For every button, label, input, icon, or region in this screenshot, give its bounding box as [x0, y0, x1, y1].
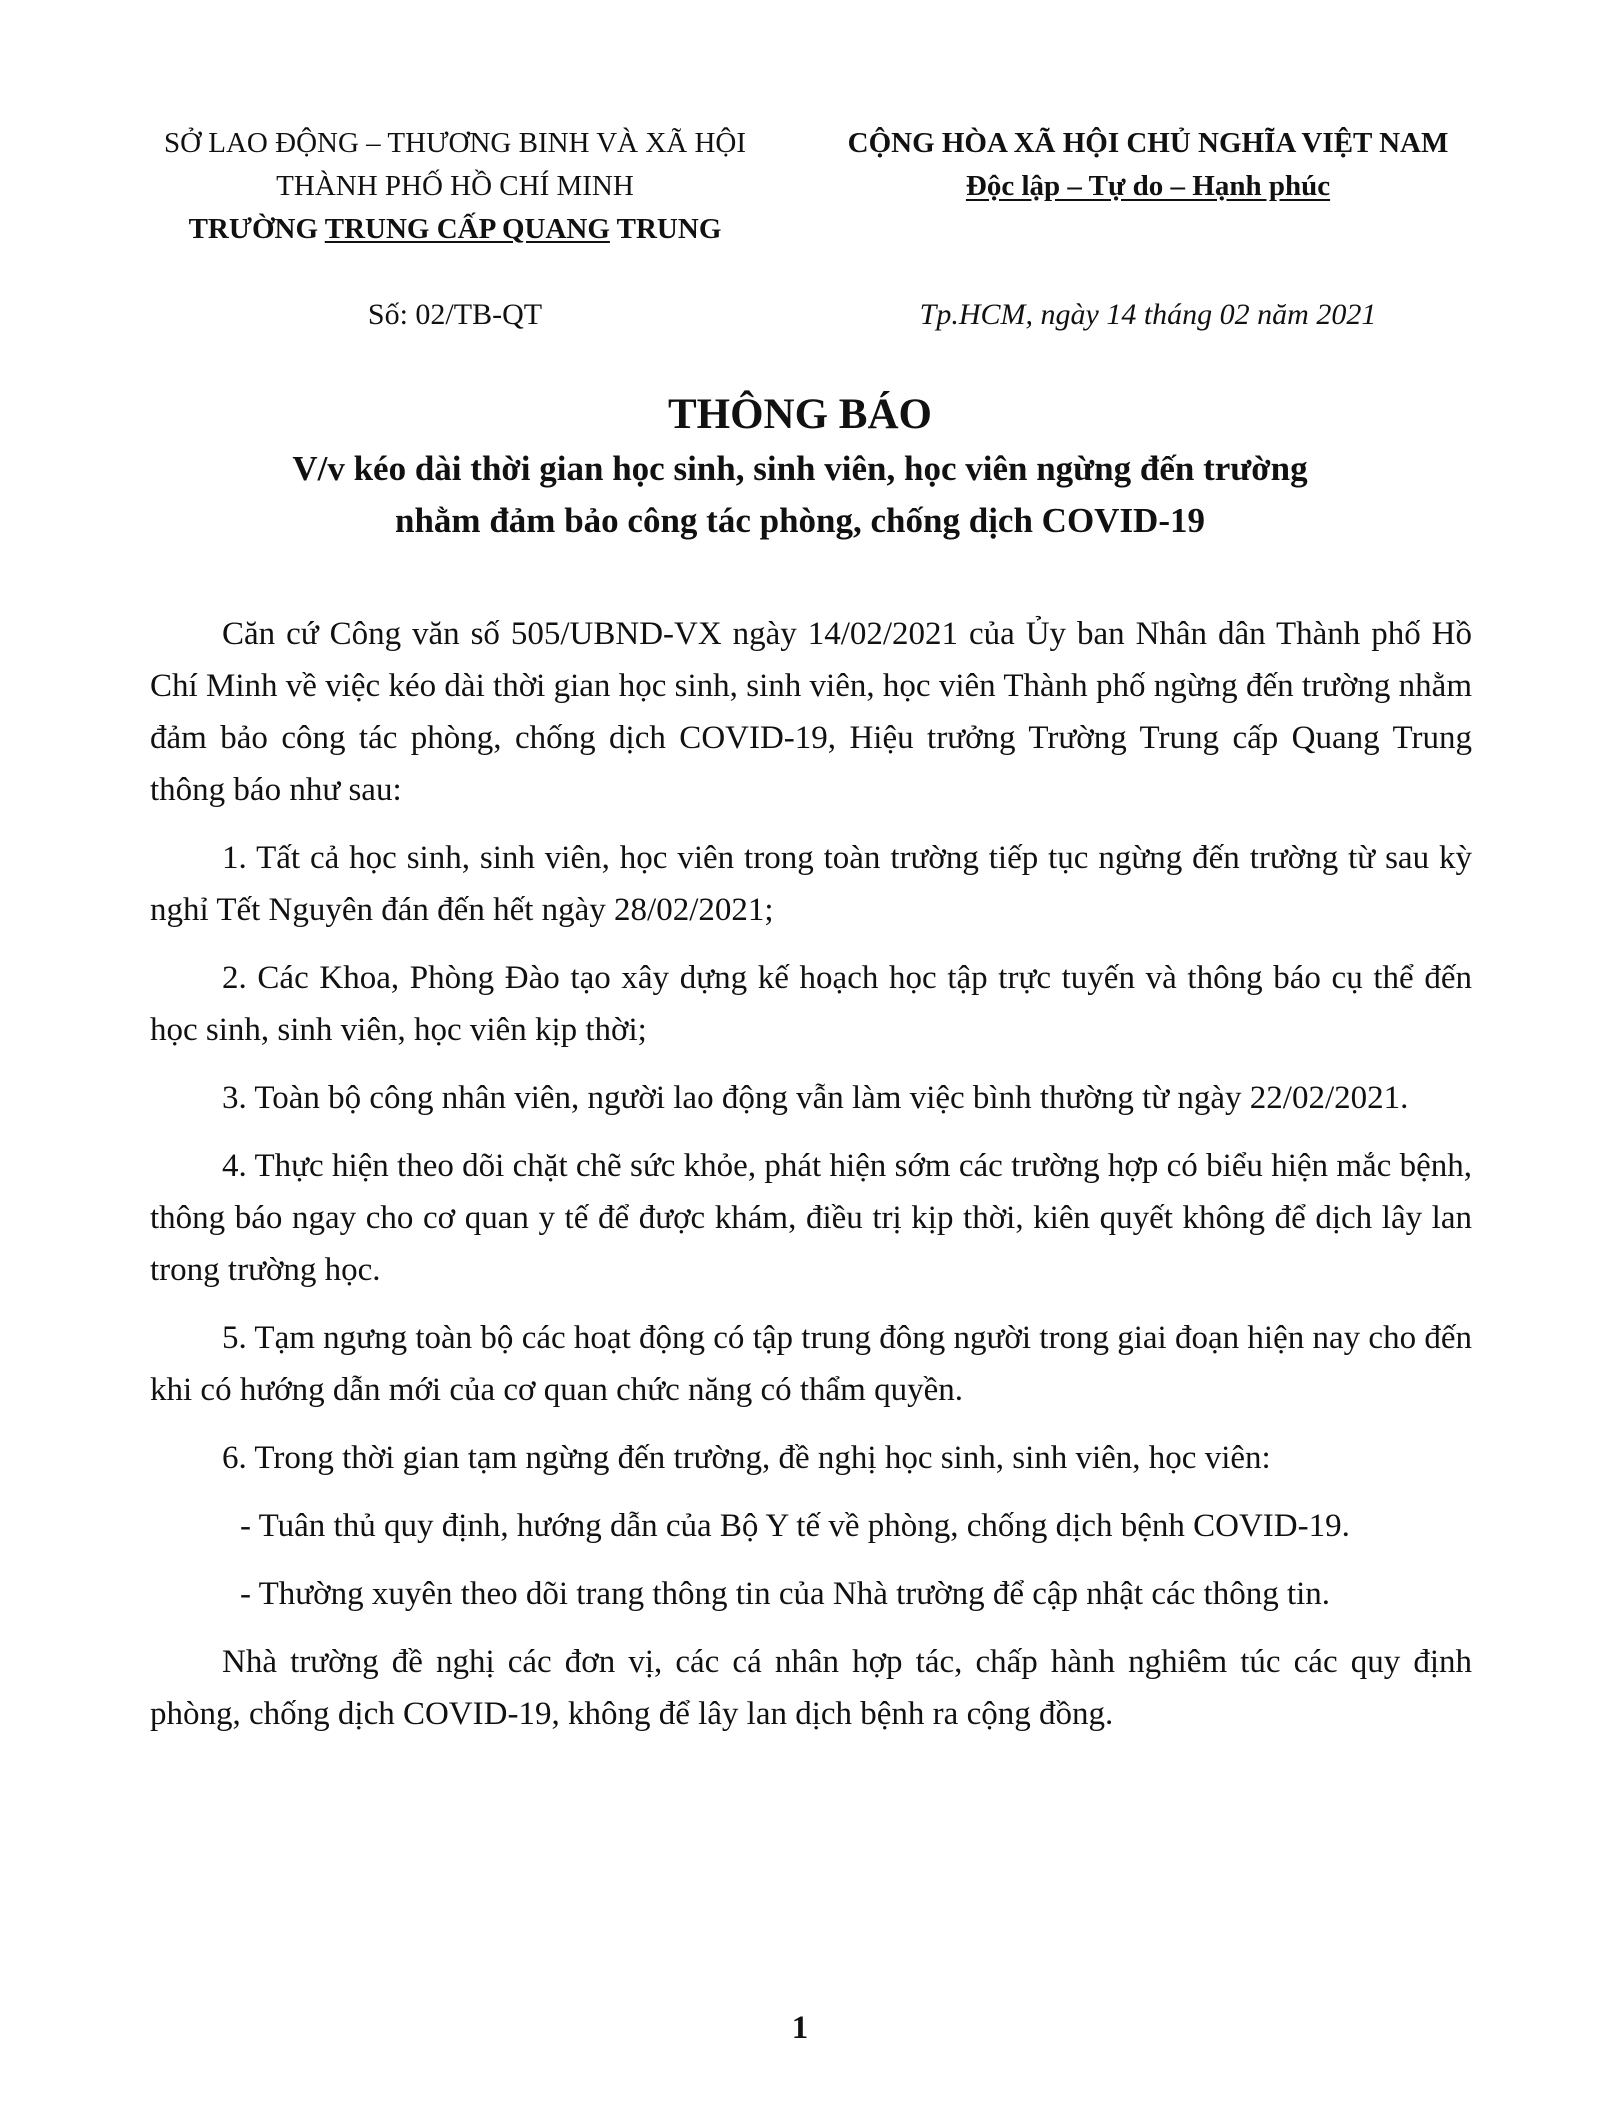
paragraph-item-1: 1. Tất cả học sinh, sinh viên, học viên trong toàn trường tiếp tục ngừng đến trường từ sau kỳ nghỉ Tết Nguyên đán đến hết ngày 28/02/2021;	[150, 840, 1472, 928]
paragraph-item-5: 5. Tạm ngưng toàn bộ các hoạt động có tập trung đông người trong giai đoạn hiện nay cho đến khi có hướng dẫn mới của cơ quan chức năng có thẩm quyền.	[150, 1320, 1472, 1408]
agency-line-2: THÀNH PHỐ HỒ CHÍ MINH	[276, 170, 634, 202]
document-subtitle	[130, 443, 1470, 547]
document-title: THÔNG BÁO	[667, 391, 932, 438]
paragraph-dash-2: - Thường xuyên theo dõi trang thông tin của Nhà trường để cập nhật các thông tin.	[240, 1576, 1331, 1612]
paragraph-item-6: 6. Trong thời gian tạm ngừng đến trường, đề nghị học sinh, sinh viên, học viên:	[222, 1440, 1271, 1476]
document-body	[150, 608, 1472, 1756]
agency-line-3-prefix: TRƯỜNG	[188, 213, 325, 245]
paragraph-basis: Căn cứ Công văn số 505/UBND-VX ngày 14/02/2021 của Ủy ban Nhân dân Thành phố Hồ Chí Minh về việc kéo dài thời gian học sinh, sinh viên, học viên Thành phố ngừng đến trường nhằm đảm bảo công tác phòng, chống dịch COVID-19, Hiệu trưởng Trường Trung cấp Quang Trung thông báo như sau:	[150, 616, 1472, 808]
agency-line-3	[120, 208, 790, 251]
document-number: Số: 02/TB-QT	[367, 298, 543, 331]
subtitle-line-2: nhằm đảm bảo công tác phòng, chống dịch COVID-19	[395, 501, 1205, 540]
paragraph-item-2: 2. Các Khoa, Phòng Đào tạo xây dựng kế hoạch học tập trực tuyến và thông báo cụ thể đến học sinh, sinh viên, học viên kịp thời;	[150, 960, 1472, 1048]
agency-line-3-suffix: TRUNG	[609, 213, 722, 245]
paragraph-item-3: 3. Toàn bộ công nhân viên, người lao động vẫn làm việc bình thường từ ngày 22/02/2021.	[222, 1080, 1409, 1116]
paragraph-dash-1: - Tuân thủ quy định, hướng dẫn của Bộ Y tế về phòng, chống dịch bệnh COVID-19.	[240, 1508, 1350, 1544]
page-number: 1	[791, 2010, 809, 2046]
agency-line-3-underlined: TRUNG CẤP QUANG	[324, 213, 610, 245]
national-motto: Độc lập – Tự do – Hạnh phúc	[965, 170, 1331, 202]
agency-line-1: SỞ LAO ĐỘNG – THƯƠNG BINH VÀ XÃ HỘI	[163, 127, 747, 159]
national-title-block	[808, 122, 1488, 208]
subtitle-line-1: V/v kéo dài thời gian học sinh, sinh viên, học viên ngừng đến trường	[292, 449, 1308, 488]
paragraph-closing: Nhà trường đề nghị các đơn vị, các cá nhân hợp tác, chấp hành nghiêm túc các quy định phòng, chống dịch COVID-19, không để lây lan dịch bệnh ra cộng đồng.	[150, 1644, 1472, 1732]
paragraph-item-4: 4. Thực hiện theo dõi chặt chẽ sức khỏe, phát hiện sớm các trường hợp có biểu hiện mắc bệnh, thông báo ngay cho cơ quan y tế để được khám, điều trị kịp thời, kiên quyết không để dịch lây lan trong trường học.	[150, 1148, 1472, 1288]
issuing-agency-block	[120, 122, 790, 251]
document-date: Tp.HCM, ngày 14 tháng 02 năm 2021	[919, 298, 1377, 331]
national-title: CỘNG HÒA XÃ HỘI CHỦ NGHĨA VIỆT NAM	[847, 127, 1449, 159]
